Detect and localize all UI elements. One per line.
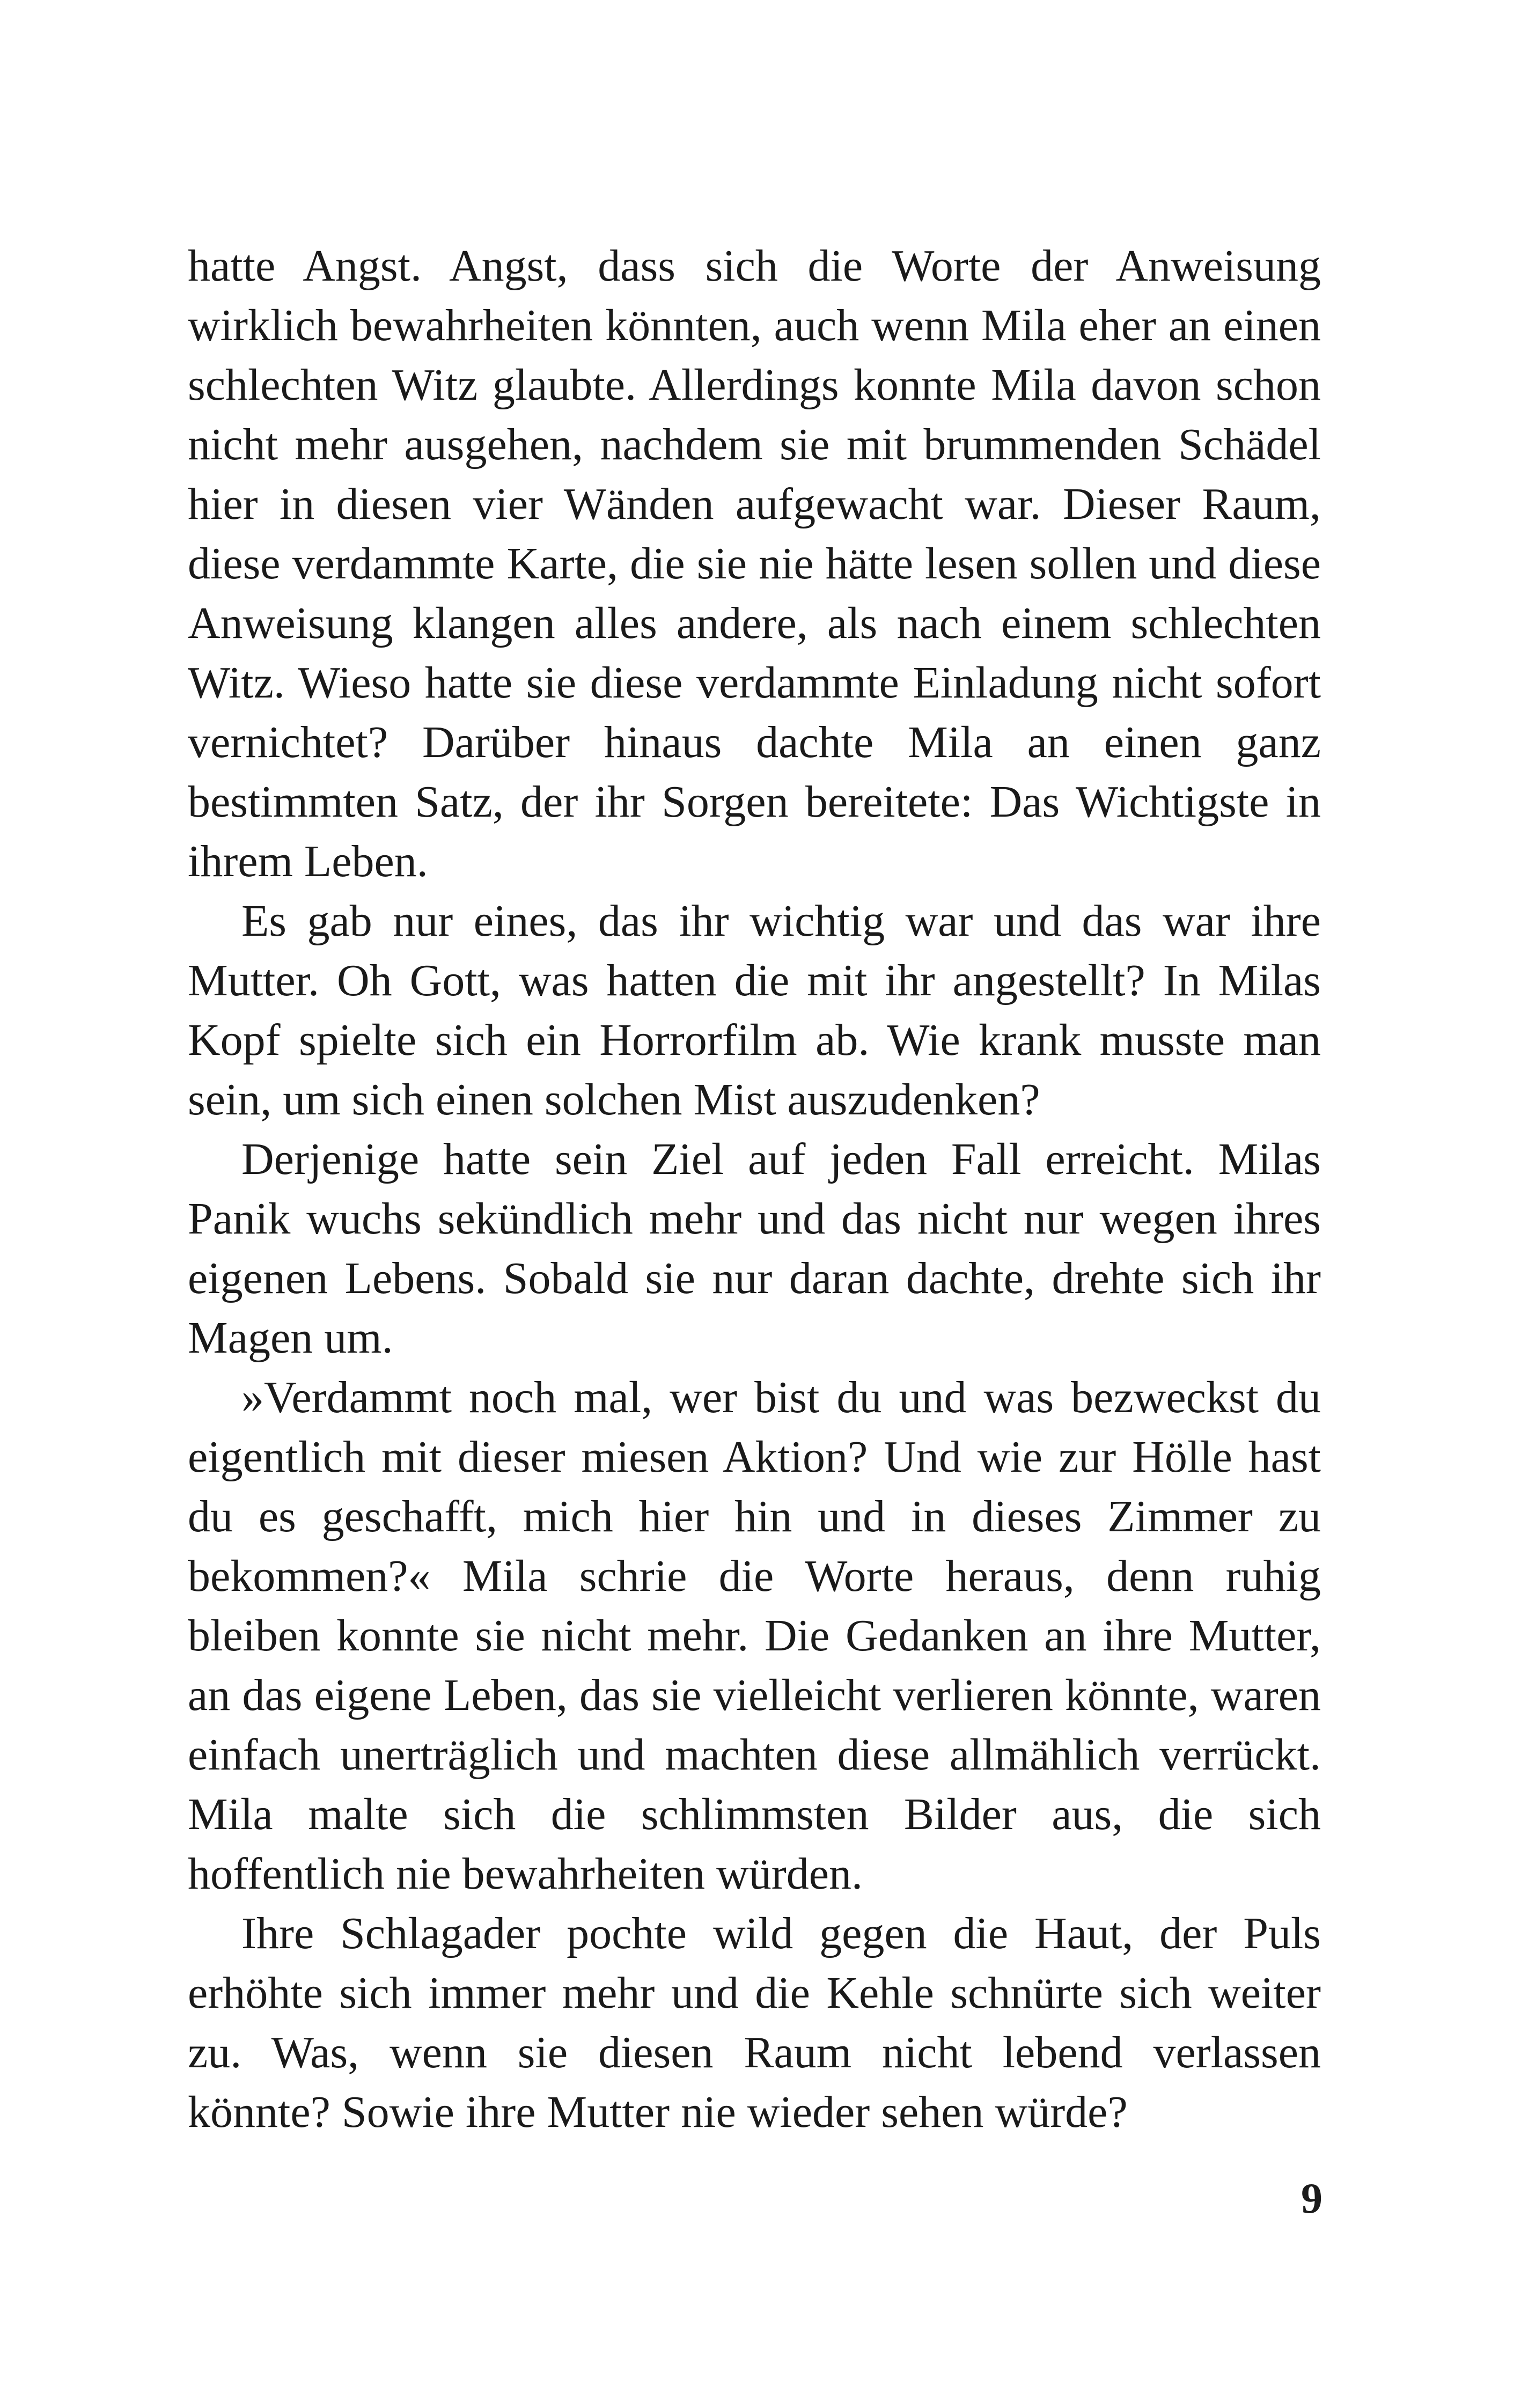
page-body	[188, 236, 1321, 2142]
paragraph-5: Ihre Schlagader pochte wild gegen die Haut, der Puls erhöhte sich immer mehr und die Kehle schnürte sich weiter zu. Was, wenn sie diesen Raum nicht lebend verlassen könnte? Sowie ihre Mutter nie wieder sehen würde?	[188, 1908, 1321, 2137]
paragraph-3: Derjenige hatte sein Ziel auf jeden Fall erreicht. Milas Panik wuchs sekündlich mehr und das nicht nur wegen ihres eigenen Lebens. Sobald sie nur daran dachte, drehte sich ihr Magen um.	[188, 1134, 1321, 1363]
paragraph-4: »Verdammt noch mal, wer bist du und was bezweckst du eigentlich mit dieser miesen Aktion? Und wie zur Hölle hast du es geschafft, mich hier hin und in dieses Zimmer zu bekommen?« Mila schrie die Worte heraus, denn ruhig bleiben konnte sie nicht mehr. Die Gedanken an ihre Mutter, an das eigene Leben, das sie vielleicht verlieren könnte, waren einfach unerträglich und machten diese allmählich verrückt. Mila malte sich die schlimmsten Bilder aus, die sich hoffentlich nie bewahrheiten würden.	[188, 1372, 1321, 1899]
paragraph-1: hatte Angst. Angst, dass sich die Worte der Anweisung wirklich bewahrheiten könnten, auch wenn Mila eher an einen schlechten Witz glaubte. Allerdings konnte Mila davon schon nicht mehr ausgehen, nachdem sie mit brummenden Schädel hier in diesen vier Wänden aufgewacht war. Dieser Raum, diese verdammte Karte, die sie nie hätte lesen sollen und diese Anweisung klangen alles andere, als nach einem schlechten Witz. Wieso hatte sie diese verdammte Einladung nicht sofort vernichtet? Darüber hinaus dachte Mila an einen ganz bestimmten Satz, der ihr Sorgen bereitete: Das Wichtigste in ihrem Leben.	[188, 241, 1321, 886]
page-number: 9	[1301, 2175, 1322, 2222]
paragraph-2: Es gab nur eines, das ihr wichtig war und das war ihre Mutter. Oh Gott, was hatten die mit ihr angestellt? In Milas Kopf spielte sich ein Horrorfilm ab. Wie krank musste man sein, um sich einen solchen Mist auszudenken?	[188, 896, 1321, 1125]
